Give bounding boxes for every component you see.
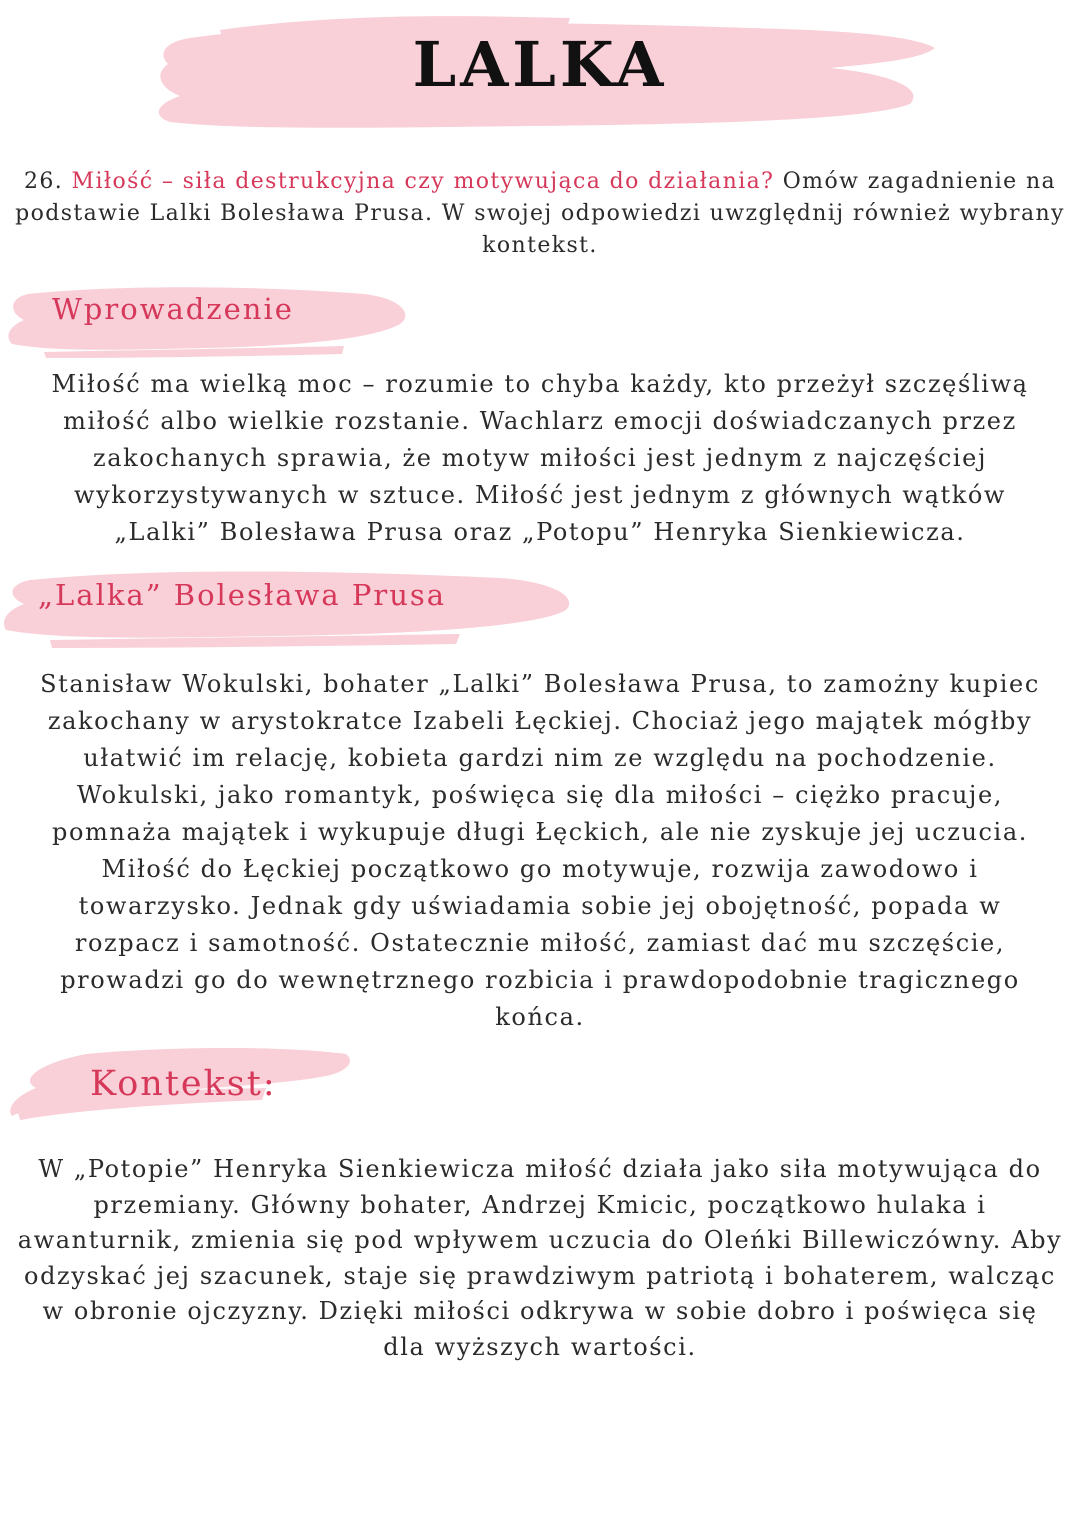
context-line: W „Potopie” Henryka Sienkiewicza miłość działa jako siła motywująca do [38,1155,1042,1183]
context-line: dla wyższych wartości. [383,1332,697,1361]
context-line: w obronie ojczyzny. Dzięki miłości odkrywa w sobie dobro i poświęca się [42,1297,1038,1325]
intro-line: Miłość ma wielką moc – rozumie to chyba każdy, kto przeżył szczęśliwą [51,370,1029,398]
lalka-line: prowadzi go do wewnętrznego rozbicia i prawdopodobnie tragicznego [60,966,1020,994]
lalka-line: rozpacz i samotność. Ostatecznie miłość, zamiast dać mu szczęście, [74,929,1006,957]
lalka-line: Stanisław Wokulski, bohater „Lalki” Bolesława Prusa, to zamożny kupiec [40,670,1040,698]
lalka-line: Miłość do Łęckiej początkowo go motywuje, rozwija zawodowo i [101,855,979,883]
lalka-line: końca. [495,1003,585,1031]
question-text-line-1: Omów zagadnienie na [782,169,1057,194]
context-paragraph [0,1152,1080,1365]
intro-paragraph [0,366,1080,551]
lalka-heading: „Lalka” Bolesława Prusa [38,578,447,612]
context-heading: Kontekst: [90,1064,277,1104]
intro-line: wykorzystywanych w sztuce. Miłość jest jednym z głównych wątków [73,481,1007,509]
lalka-line: ułatwić im relację, kobieta gardzi nim ze względu na pochodzenie. [83,744,997,772]
context-line: odzyskać jej szacunek, staje się prawdziwym patriotą i bohaterem, walcząc [24,1261,1056,1290]
intro-line: zakochanych sprawia, że motyw miłości jest jednym z najczęściej [92,444,988,472]
lalka-line: zakochany w arystokratce Izabeli Łęckiej. Chociaż jego majątek mógłby [47,707,1033,735]
lalka-line: pomnaża majątek i wykupuje długi Łęckich, ale nie zyskuje jej uczucia. [52,818,1028,846]
question-text-line-3: kontekst. [482,233,598,258]
intro-heading: Wprowadzenie [52,292,294,326]
question-text-line-2: podstawie Lalki Bolesława Prusa. W swojej odpowiedzi uwzględnij również wybrany [15,201,1065,226]
lalka-line: Wokulski, jako romantyk, poświęca się dla miłości – ciężko pracuje, [77,781,1003,809]
question-prompt [0,166,1080,262]
intro-line: „Lalki” Bolesława Prusa oraz „Potopu” Henryka Sienkiewicza. [114,518,966,546]
context-line: awanturnik, zmienia się pod wpływem uczucia do Oleńki Billewiczówny. Aby [17,1226,1063,1254]
page-title: LALKA [412,28,668,101]
lalka-line: towarzysko. Jednak gdy uświadamia sobie jej obojętność, popada w [78,892,1002,920]
question-topic: Miłość – siła destrukcyjna czy motywująca do działania? [71,169,775,194]
lalka-paragraph [0,666,1080,1036]
intro-line: miłość albo wielkie rozstanie. Wachlarz emocji doświadczanych przez [63,407,1017,435]
context-line: przemiany. Główny bohater, Andrzej Kmicic, początkowo hulaka i [93,1190,987,1219]
question-number: 26. [23,169,64,194]
